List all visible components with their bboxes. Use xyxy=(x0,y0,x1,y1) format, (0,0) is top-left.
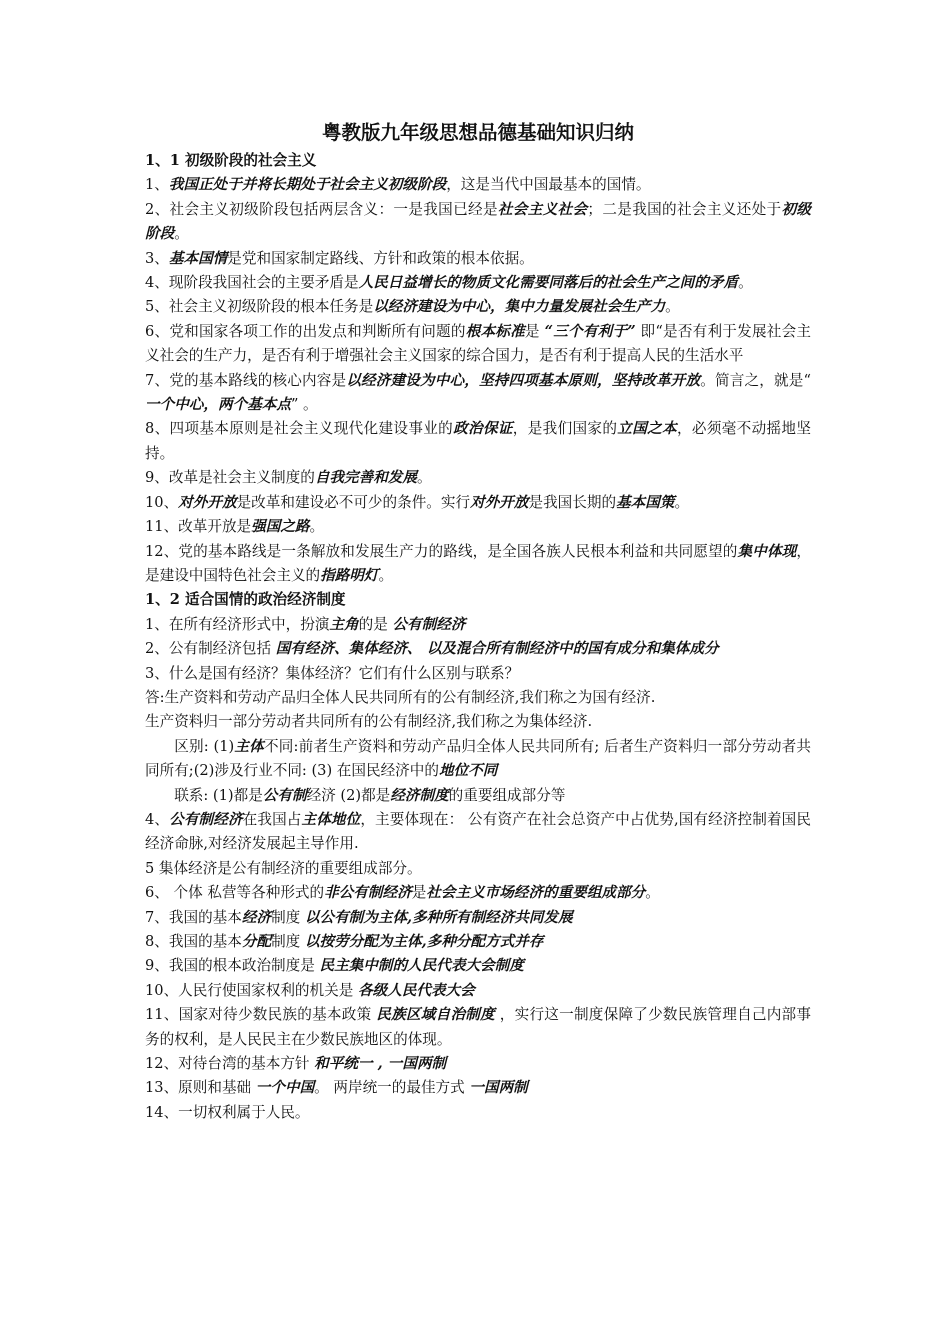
text-run: 制度 xyxy=(271,933,305,950)
emphasis-text: 主体 xyxy=(234,737,264,755)
emphasis-text: 指路明灯 xyxy=(320,566,379,584)
paragraph xyxy=(145,247,811,271)
emphasis-text: 经济 xyxy=(241,908,272,926)
text-run: 的是 xyxy=(358,615,393,633)
text-run: 3、 xyxy=(145,249,169,267)
paragraph xyxy=(145,369,811,418)
text-run: 10、 xyxy=(145,493,179,511)
text-run: 3、什么是国有经济？集体经济？它们有什么区别与联系？ xyxy=(145,664,520,682)
paragraph xyxy=(145,417,811,466)
paragraph xyxy=(145,613,811,637)
text-run: 12、党的基本路线是一条解放和发展生产力的路线，是全国各族人民根本利益和共同愿望的 xyxy=(145,542,738,560)
text-run: 答:生产资料和劳动产品归全体人民共同所有的公有制经济,我们称之为国有经济. xyxy=(145,688,656,706)
paragraph-list xyxy=(145,149,811,1125)
paragraph xyxy=(145,1101,811,1125)
text-run: 7、党的基本路线的核心内容是 xyxy=(145,371,347,389)
text-run: 10、人民行使国家权利的机关是 xyxy=(145,981,358,999)
emphasis-text: 对外开放 xyxy=(470,493,529,511)
text-run: 4、现阶段我国社会的主要矛盾是 xyxy=(145,274,359,292)
paragraph xyxy=(145,515,811,539)
paragraph xyxy=(145,930,811,954)
text-run: 11、改革开放是 xyxy=(145,518,252,536)
text-run: 12、对待台湾的基本方针 xyxy=(145,1055,315,1073)
text-run: 5 集体经济是公有制经济的重要组成部分。 xyxy=(145,859,422,877)
paragraph xyxy=(145,466,811,490)
emphasis-text: 民主集中制的人民代表大会制度 xyxy=(319,957,524,975)
text-run: 。 xyxy=(665,298,680,316)
paragraph xyxy=(145,979,811,1003)
emphasis-text: 政治保证 xyxy=(453,420,513,438)
emphasis-text: 公有制经济 xyxy=(392,615,466,633)
text-run: 区别: (1) xyxy=(174,737,235,755)
emphasis-text: 社会主义社会 xyxy=(497,200,588,218)
emphasis-text: 以按劳分配为主体,多种分配方式并存 xyxy=(304,933,544,950)
emphasis-text: 我国正处于并将长期处于社会主义初级阶段 xyxy=(168,176,447,194)
emphasis-text: 以公有制为主体,多种所有制经济共同发展 xyxy=(304,908,573,926)
text-run: 2、公有制经济包括 xyxy=(145,640,276,658)
text-run: ” 。 xyxy=(290,396,318,414)
text-run: ，这是当代中国最基本的国情。 xyxy=(446,176,651,194)
paragraph xyxy=(145,662,811,686)
paragraph xyxy=(145,784,811,808)
document-body xyxy=(145,118,811,1125)
text-run: 14、一切权利属于人民。 xyxy=(145,1103,310,1121)
paragraph xyxy=(145,1003,811,1052)
paragraph xyxy=(145,173,811,197)
text-run: 。 xyxy=(674,493,690,511)
emphasis-text: 分配 xyxy=(241,933,272,950)
text-run: 。 xyxy=(378,566,394,584)
emphasis-text: 公有制 xyxy=(262,786,307,804)
text-run: 。 两岸统一的最佳方式 xyxy=(314,1079,470,1097)
text-run: 。 xyxy=(309,518,325,536)
text-run: 联系: (1)都是 xyxy=(174,786,263,804)
text-run: 不同:前者生产资料和劳动产品归全体人民共同所有; 后者生产资料归一部分劳动者共同所有;(2)涉及行业不同: (3) 在国民经济中的 xyxy=(145,737,811,780)
text-run: 4、 xyxy=(145,810,170,828)
text-run: ；二是我国的社会主义还处于 xyxy=(587,200,782,218)
emphasis-text: 非公有制经济 xyxy=(324,884,412,902)
text-run: 1、 xyxy=(145,176,169,194)
paragraph xyxy=(145,906,811,930)
emphasis-text: 对外开放 xyxy=(178,493,237,511)
text-run: 。 xyxy=(417,469,432,487)
text-run: ，是我们国家的 xyxy=(512,420,618,438)
emphasis-text: 社会主义市场经济的重要组成部分 xyxy=(426,884,646,902)
text-run: 的重要组成部分等 xyxy=(448,786,566,804)
emphasis-text: 经济制度 xyxy=(390,786,449,804)
emphasis-text: 以经济建设为中心，集中力量发展社会生产力 xyxy=(373,298,666,316)
emphasis-text: 公有制经济 xyxy=(169,810,243,828)
text-run: 是改革和建设必不可少的条件。实行 xyxy=(236,493,471,511)
text-run: 经济 (2)都是 xyxy=(306,786,391,804)
text-run: 在我国占 xyxy=(242,810,302,828)
emphasis-text: 主体地位 xyxy=(301,810,361,828)
emphasis-text: 初级阶段 xyxy=(145,200,811,243)
text-run: 2、社会主义初级阶段包括两层含义：一是我国已经是 xyxy=(145,200,498,218)
text-run: 11、国家对待少数民族的基本政策 xyxy=(145,1006,377,1024)
emphasis-text: 地位不同 xyxy=(438,762,498,780)
emphasis-text: 自我完善和发展 xyxy=(314,469,417,487)
paragraph xyxy=(145,295,811,319)
paragraph xyxy=(145,637,811,661)
emphasis-text: 一国两制 xyxy=(469,1079,528,1097)
text-run: 是 xyxy=(524,322,545,340)
text-run: 制度 xyxy=(271,908,305,926)
text-run: ，是建设中国特色社会主义的 xyxy=(145,542,811,584)
paragraph xyxy=(145,954,811,978)
emphasis-text: 和平统一 , 一国两制 xyxy=(314,1055,447,1073)
paragraph xyxy=(145,808,811,857)
paragraph xyxy=(145,857,811,881)
text-run: 1、在所有经济形式中，扮演 xyxy=(145,615,330,633)
text-run: 13、原则和基础 xyxy=(145,1079,256,1097)
text-run: ，必须毫不动摇地坚持。 xyxy=(145,420,811,462)
text-run: 6、 个体 私营等各种形式的 xyxy=(145,884,325,902)
paragraph xyxy=(145,1076,811,1100)
text-run: 6、党和国家各项工作的出发点和判断所有问题的 xyxy=(145,322,466,340)
text-run: ，实行这一制度保障了少数民族管理自己内部事务的权利，是人民民主在少数民族地区的体现。 xyxy=(145,1006,811,1048)
text-run: 。 xyxy=(738,274,753,292)
paragraph xyxy=(145,710,811,734)
emphasis-text: 民族区域自治制度 xyxy=(376,1006,495,1024)
document-title: 粤教版九年级思想品德基础知识归纳 xyxy=(321,121,634,144)
emphasis-text: 国有经济、集体经济、 以及混合所有制经济中的国有成分和集体成分 xyxy=(275,640,719,658)
text-run: 。简言之，就是“ xyxy=(700,371,811,389)
emphasis-text: 强国之路 xyxy=(251,518,310,536)
paragraph xyxy=(145,491,811,515)
paragraph xyxy=(145,198,811,247)
emphasis-text: 集中体现 xyxy=(737,542,797,560)
emphasis-text: 立国之本 xyxy=(617,420,677,438)
paragraph xyxy=(145,1052,811,1076)
text-run: 。 xyxy=(174,225,189,243)
text-run: 是我国长期的 xyxy=(528,493,617,511)
section-heading xyxy=(145,588,811,612)
text-run: 8、四项基本原则是社会主义现代化建设事业的 xyxy=(145,420,454,438)
paragraph xyxy=(145,735,811,784)
text-run: ，主要体现在： 公有资产在社会总资产中占优势,国有经济控制着国民经济命脉,对经济发展起主导作用. xyxy=(145,810,811,853)
emphasis-text: 一个中国 xyxy=(255,1079,315,1097)
text-run: 。 xyxy=(645,884,660,902)
text-run: 1、2 适合国情的政治经济制度 xyxy=(145,591,346,609)
text-run: 5、社会主义初级阶段的根本任务是 xyxy=(145,298,374,316)
emphasis-text: “三个有利于” xyxy=(544,322,636,340)
text-run: 1、1 初级阶段的社会主义 xyxy=(145,152,317,169)
paragraph xyxy=(145,540,811,589)
text-run: 9、我国的根本政治制度是 xyxy=(145,957,320,975)
paragraph xyxy=(145,320,811,369)
text-run: 9、改革是社会主义制度的 xyxy=(145,469,315,487)
text-run: 即“是否有利于发展社会主义社会的生产力，是否有利于增强社会主义国家的综合国力，是否有利于提高人民的生活水平 xyxy=(145,322,811,365)
emphasis-text: 一个中心，两个基本点 xyxy=(145,396,291,414)
section-heading xyxy=(145,149,811,173)
paragraph xyxy=(145,271,811,295)
emphasis-text: 根本标准 xyxy=(465,322,525,340)
text-run: 生产资料归一部分劳动者共同所有的公有制经济,我们称之为集体经济. xyxy=(145,713,593,731)
text-run: 8、我国的基本 xyxy=(145,933,242,950)
text-run: 7、我国的基本 xyxy=(145,908,242,926)
emphasis-text: 以经济建设为中心，坚持四项基本原则，坚持改革开放 xyxy=(346,371,701,389)
emphasis-text: 人民日益增长的物质文化需要同落后的社会生产之间的矛盾 xyxy=(358,274,739,292)
text-run: 是党和国家制定路线、方针和政策的根本依据。 xyxy=(227,249,534,267)
text-run: 是 xyxy=(411,884,427,902)
paragraph xyxy=(145,686,811,710)
paragraph xyxy=(145,881,811,905)
emphasis-text: 各级人民代表大会 xyxy=(357,981,475,999)
emphasis-text: 主角 xyxy=(329,615,359,633)
emphasis-text: 基本国策 xyxy=(616,493,675,511)
emphasis-text: 基本国情 xyxy=(168,249,228,267)
